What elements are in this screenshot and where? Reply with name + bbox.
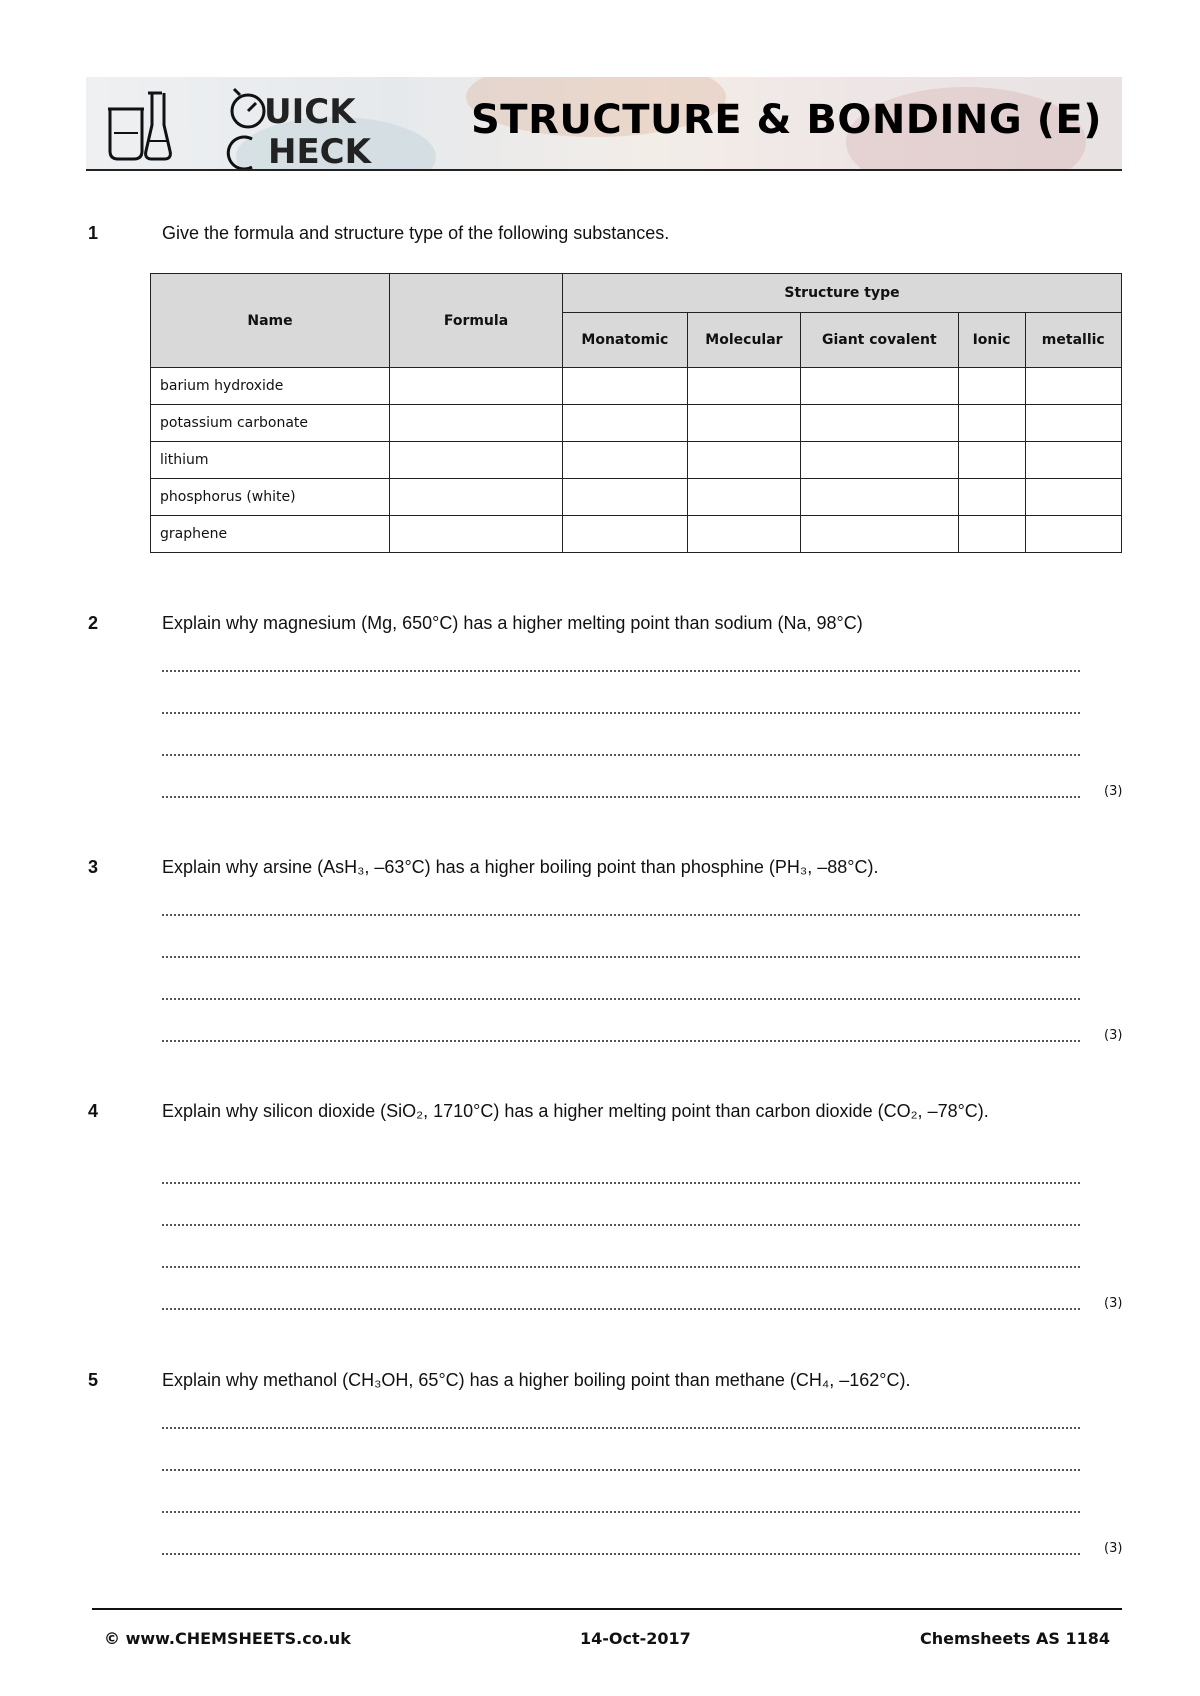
answer-cell[interactable]	[958, 516, 1025, 553]
col-ionic: Ionic	[958, 313, 1025, 368]
answer-line[interactable]	[162, 998, 1080, 1000]
row-name: graphene	[151, 516, 390, 553]
answer-line[interactable]	[162, 1469, 1080, 1471]
answer-line[interactable]	[162, 956, 1080, 958]
answer-line[interactable]	[162, 670, 1080, 672]
header-banner	[86, 77, 1122, 171]
footer-divider	[92, 1608, 1122, 1610]
footer-website[interactable]: © www.CHEMSHEETS.co.uk	[104, 1629, 351, 1648]
answer-cell[interactable]	[687, 479, 800, 516]
answer-cell[interactable]	[687, 405, 800, 442]
page-title: STRUCTURE & BONDING (E)	[470, 97, 1102, 143]
glassware-icon	[104, 89, 184, 163]
answer-cell[interactable]	[958, 405, 1025, 442]
col-name-header: Name	[151, 274, 390, 368]
question-1-text: Give the formula and structure type of the following substances.	[162, 223, 670, 243]
answer-cell[interactable]	[801, 368, 958, 405]
answer-cell[interactable]	[1025, 479, 1121, 516]
question-5-text: Explain why methanol (CH₃OH, 65°C) has a higher boiling point than methane (CH₄, –162°C).	[162, 1370, 911, 1390]
footer-date: 14-Oct-2017	[580, 1629, 691, 1648]
question-2-text: Explain why magnesium (Mg, 650°C) has a higher melting point than sodium (Na, 98°C)	[162, 613, 863, 633]
answer-line[interactable]	[162, 1308, 1080, 1310]
question-4-number: 4	[88, 1101, 99, 1121]
col-monatomic: Monatomic	[563, 313, 688, 368]
table-row	[151, 368, 1122, 405]
answer-line[interactable]	[162, 712, 1080, 714]
answer-cell[interactable]	[1025, 516, 1121, 553]
question-2-marks: (3)	[1104, 784, 1123, 799]
answer-cell[interactable]	[801, 479, 958, 516]
quick-check-logo	[226, 83, 396, 169]
answer-line[interactable]	[162, 914, 1080, 916]
row-name: phosphorus (white)	[151, 479, 390, 516]
answer-line[interactable]	[162, 1427, 1080, 1429]
answer-cell[interactable]	[687, 516, 800, 553]
answer-cell[interactable]	[563, 516, 688, 553]
formula-cell[interactable]	[390, 368, 563, 405]
answer-line[interactable]	[162, 1511, 1080, 1513]
formula-cell[interactable]	[390, 516, 563, 553]
answer-line[interactable]	[162, 1266, 1080, 1268]
question-3-number: 3	[88, 857, 99, 877]
answer-cell[interactable]	[1025, 405, 1121, 442]
answer-cell[interactable]	[801, 442, 958, 479]
answer-cell[interactable]	[563, 368, 688, 405]
svg-text:UICK: UICK	[264, 92, 356, 132]
answer-cell[interactable]	[801, 516, 958, 553]
footer-reference: Chemsheets AS 1184	[919, 1629, 1110, 1648]
col-structure-header: Structure type	[563, 274, 1122, 313]
table-row	[151, 516, 1122, 553]
formula-cell[interactable]	[390, 442, 563, 479]
row-name: lithium	[151, 442, 390, 479]
formula-cell[interactable]	[390, 479, 563, 516]
col-formula-header: Formula	[390, 274, 563, 368]
question-5-marks: (3)	[1104, 1541, 1123, 1556]
table-row	[151, 405, 1122, 442]
answer-line[interactable]	[162, 1224, 1080, 1226]
question-4-marks: (3)	[1104, 1296, 1123, 1311]
question-4-text: Explain why silicon dioxide (SiO₂, 1710°C) has a higher melting point than carbon dioxide (CO₂, –78°C).	[162, 1101, 989, 1121]
row-name: barium hydroxide	[151, 368, 390, 405]
col-molecular: Molecular	[687, 313, 800, 368]
answer-line[interactable]	[162, 754, 1080, 756]
formula-cell[interactable]	[390, 405, 563, 442]
answer-cell[interactable]	[958, 368, 1025, 405]
answer-cell[interactable]	[801, 405, 958, 442]
answer-line[interactable]	[162, 796, 1080, 798]
answer-cell[interactable]	[958, 479, 1025, 516]
answer-cell[interactable]	[563, 479, 688, 516]
answer-line[interactable]	[162, 1040, 1080, 1042]
table-row	[151, 479, 1122, 516]
svg-text:HECK: HECK	[268, 132, 371, 169]
question-3-text: Explain why arsine (AsH₃, –63°C) has a higher boiling point than phosphine (PH₃, –88°C).	[162, 857, 879, 877]
answer-cell[interactable]	[958, 442, 1025, 479]
answer-cell[interactable]	[687, 442, 800, 479]
question-5-number: 5	[88, 1370, 99, 1390]
table-row	[151, 442, 1122, 479]
answer-cell[interactable]	[1025, 442, 1121, 479]
question-3-marks: (3)	[1104, 1028, 1123, 1043]
substances-table	[150, 273, 1122, 553]
answer-cell[interactable]	[687, 368, 800, 405]
question-2-number: 2	[88, 613, 99, 633]
answer-cell[interactable]	[563, 405, 688, 442]
col-giant-covalent: Giant covalent	[801, 313, 958, 368]
answer-cell[interactable]	[1025, 368, 1121, 405]
question-1-number: 1	[88, 223, 99, 243]
answer-line[interactable]	[162, 1553, 1080, 1555]
answer-cell[interactable]	[563, 442, 688, 479]
row-name: potassium carbonate	[151, 405, 390, 442]
col-metallic: metallic	[1025, 313, 1121, 368]
answer-line[interactable]	[162, 1182, 1080, 1184]
